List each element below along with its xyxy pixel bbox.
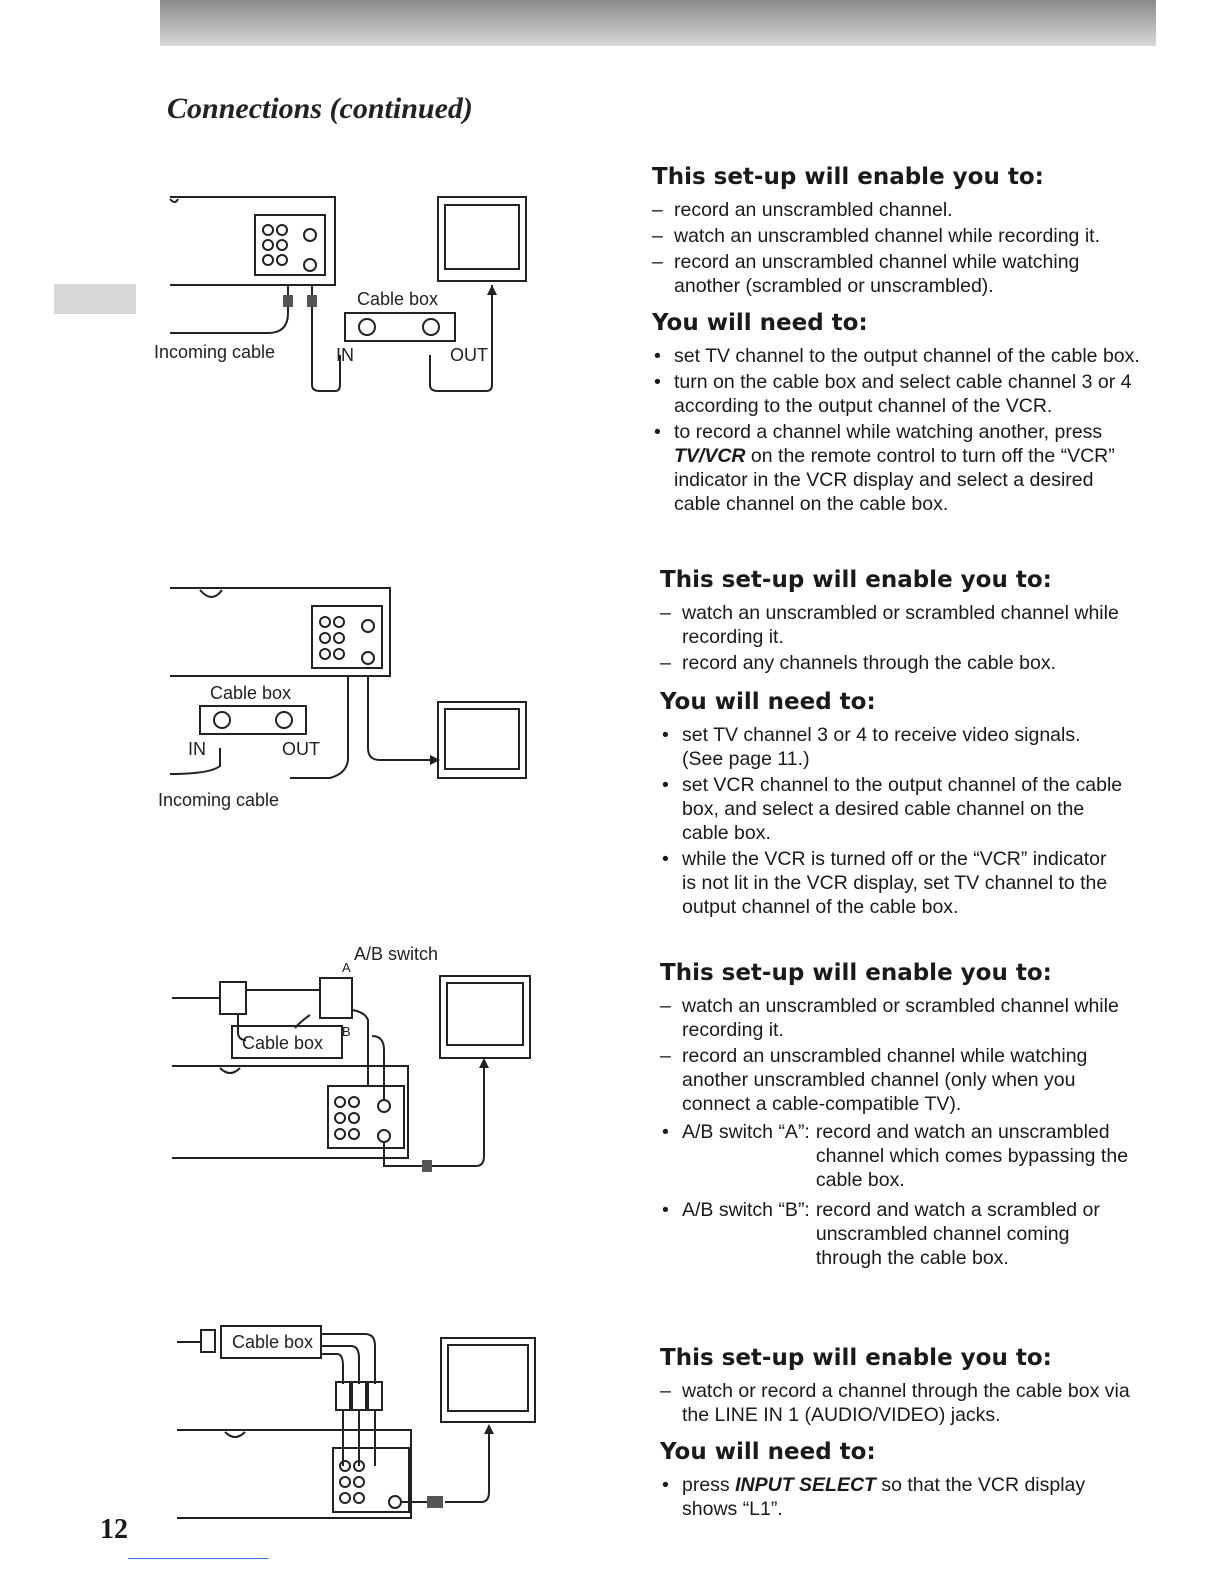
d3-switch-label: A/B switch (354, 944, 439, 964)
list-item: • set VCR channel to the output channel of the cable box, and select a desired cable channel on the cable box. (660, 773, 1125, 845)
list-item: – watch or record a channel through the cable box via the LINE IN 1 (AUDIO/VIDEO) jacks. (660, 1379, 1130, 1427)
d1-out-label: OUT (450, 345, 488, 365)
text-part: to record a channel while watching another, press (674, 421, 1103, 443)
text-part: press (682, 1474, 736, 1496)
enable-list (660, 994, 1130, 1116)
page-number: 12 (100, 1514, 128, 1545)
enable-list (660, 601, 1125, 675)
list-item: • set TV channel to the output channel of the cable box. (652, 344, 1142, 368)
section-setup-1 (652, 162, 1142, 520)
need-list (660, 723, 1125, 919)
d2-cable-box-label: Cable box (210, 683, 292, 703)
diagram-setup-3 (160, 940, 550, 1180)
key-tv-vcr: TV/VCR (674, 445, 746, 467)
enable-heading: This set-up will enable you to: (652, 164, 1044, 190)
list-item: – watch an unscrambled channel while recording it. (652, 224, 1142, 248)
list-item (660, 1473, 1130, 1521)
need-heading: You will need to: (660, 1439, 876, 1465)
ab-item-b (660, 1198, 1130, 1270)
list-item: • set TV channel 3 or 4 to receive video signals. (See page 11.) (660, 723, 1125, 771)
ab-label: • A/B switch “B”: (682, 1199, 810, 1221)
d3-a-label: A (342, 960, 351, 975)
ab-label: • A/B switch “A”: (682, 1121, 810, 1143)
need-heading: You will need to: (652, 310, 868, 336)
list-item: • while the VCR is turned off or the “VCR” indicator is not lit in the VCR display, set TV channel to the output channel of the cable box. (660, 847, 1125, 919)
list-item: – record any channels through the cable box. (660, 651, 1125, 675)
d1-in-label: IN (336, 345, 354, 365)
list-item: – record an unscrambled channel. (652, 198, 1142, 222)
ab-text: record and watch an unscrambled channel which comes bypassing the cable box. (815, 1121, 1129, 1191)
d3-b-label: B (342, 1024, 351, 1039)
page-title: Connections (continued) (167, 92, 473, 125)
list-item: – record an unscrambled channel while watching another (scrambled or unscrambled). (652, 250, 1142, 298)
diagram-setup-2 (140, 578, 540, 813)
d1-cable-box-label: Cable box (357, 289, 439, 309)
divider (128, 1558, 268, 1559)
need-list (660, 1473, 1130, 1521)
d3-cable-box-label: Cable box (242, 1033, 324, 1053)
side-tab (54, 284, 136, 314)
need-heading: You will need to: (660, 689, 876, 715)
section-setup-3 (660, 958, 1130, 1274)
section-setup-4 (660, 1343, 1130, 1525)
enable-heading: This set-up will enable you to: (660, 1345, 1052, 1371)
ab-text: record and watch a scrambled or unscrambled channel coming through the cable box. (815, 1199, 1100, 1269)
header-bar (160, 0, 1156, 46)
d2-out-label: OUT (282, 739, 320, 759)
d2-in-label: IN (188, 739, 206, 759)
enable-list (660, 1379, 1130, 1427)
text-part: on the remote control to turn off the “VCR” indicator in the VCR display and select a desired cable channel on the cable box. (674, 445, 1115, 515)
need-list (652, 344, 1142, 516)
ab-list (660, 1120, 1130, 1270)
enable-heading: This set-up will enable you to: (660, 567, 1052, 593)
d4-cable-box-label: Cable box (232, 1332, 314, 1352)
list-item: • turn on the cable box and select cable channel 3 or 4 according to the output channel of the VCR. (652, 370, 1142, 418)
enable-list (652, 198, 1142, 298)
ab-item-a (660, 1120, 1130, 1192)
list-item: – watch an unscrambled or scrambled channel while recording it. (660, 601, 1125, 649)
section-setup-2 (660, 565, 1125, 923)
d1-incoming-label: Incoming cable (154, 342, 276, 362)
diagram-setup-1 (140, 185, 540, 405)
d2-incoming-label: Incoming cable (158, 790, 280, 810)
list-item (652, 420, 1142, 516)
key-input-select: INPUT SELECT (735, 1474, 876, 1496)
enable-heading: This set-up will enable you to: (660, 960, 1052, 986)
diagram-setup-4 (165, 1318, 545, 1533)
text-part: so that the VCR display shows “L1”. (682, 1474, 1086, 1520)
list-item: – watch an unscrambled or scrambled channel while recording it. (660, 994, 1130, 1042)
list-item: – record an unscrambled channel while watching another unscrambled channel (only when you connect a cable-compatible TV). (660, 1044, 1130, 1116)
